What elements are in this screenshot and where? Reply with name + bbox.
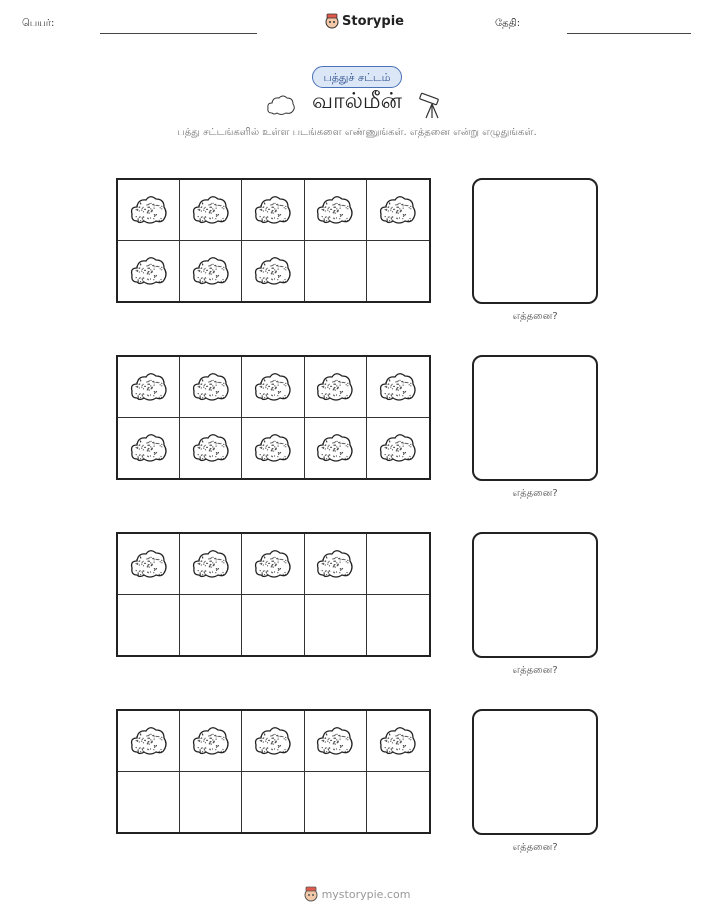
cloud-icon [191, 724, 231, 758]
ten-frame-2 [116, 355, 431, 480]
cloud-icon [315, 193, 355, 227]
ten-frame-1 [116, 178, 431, 303]
answer-label-2: எத்தனை? [512, 488, 558, 499]
cloud-icon [129, 193, 169, 227]
frame-cell [242, 595, 304, 656]
answer-label-1: எத்தனை? [512, 311, 558, 322]
frame-cell [367, 711, 429, 772]
answer-box-1[interactable] [472, 178, 598, 304]
footer [0, 886, 714, 902]
frame-cell [305, 241, 367, 302]
frame-cell [180, 418, 242, 479]
answer-box-4[interactable] [472, 709, 598, 835]
frame-cell [367, 772, 429, 833]
cloud-icon [129, 431, 169, 465]
answer-box-3[interactable] [472, 532, 598, 658]
frame-cell [367, 357, 429, 418]
frame-cell [118, 180, 180, 241]
frame-cell [118, 357, 180, 418]
frame-cell [305, 418, 367, 479]
frame-cell [305, 534, 367, 595]
frame-cell [305, 595, 367, 656]
name-label: பெயர்: [22, 18, 55, 29]
cloud-icon [253, 193, 293, 227]
cloud-icon [378, 370, 418, 404]
frame-cell [118, 595, 180, 656]
cloud-icon [378, 431, 418, 465]
cloud-icon [253, 547, 293, 581]
cloud-icon [253, 724, 293, 758]
ten-frame-3 [116, 532, 431, 657]
cloud-icon [315, 431, 355, 465]
frame-cell [180, 180, 242, 241]
telescope-icon [418, 90, 446, 120]
mascot-icon [304, 886, 318, 902]
frame-cell [242, 180, 304, 241]
frame-cell [118, 711, 180, 772]
date-line[interactable] [567, 33, 691, 34]
frame-cell [367, 241, 429, 302]
cloud-icon [191, 254, 231, 288]
page-title: வால்மீன் [312, 89, 402, 114]
answer-label-3: எத்தனை? [512, 665, 558, 676]
frame-cell [118, 772, 180, 833]
cloud-icon [191, 431, 231, 465]
frame-cell [180, 772, 242, 833]
frame-cell [242, 418, 304, 479]
cloud-icon [191, 547, 231, 581]
cloud-icon [253, 431, 293, 465]
frame-cell [305, 357, 367, 418]
frame-cell [180, 357, 242, 418]
frame-cell [242, 241, 304, 302]
cloud-icon [378, 193, 418, 227]
frame-cell [242, 534, 304, 595]
answer-box-2[interactable] [472, 355, 598, 481]
name-line[interactable] [100, 33, 257, 34]
topic-badge: பத்துச் சட்டம் [312, 66, 402, 88]
frame-cell [180, 595, 242, 656]
frame-cell [180, 711, 242, 772]
answer-label-4: எத்தனை? [512, 842, 558, 853]
cloud-icon [129, 370, 169, 404]
cloud-icon [378, 724, 418, 758]
frame-cell [305, 711, 367, 772]
frame-cell [180, 534, 242, 595]
frame-cell [305, 772, 367, 833]
storypie-logo [325, 13, 404, 29]
frame-cell [118, 418, 180, 479]
frame-cell [367, 418, 429, 479]
footer-site[interactable]: mystorypie.com [321, 887, 411, 901]
cloud-icon [266, 93, 296, 117]
frame-cell [305, 180, 367, 241]
cloud-icon [253, 370, 293, 404]
ten-frame-4 [116, 709, 431, 834]
cloud-icon [191, 193, 231, 227]
cloud-icon [315, 724, 355, 758]
instructions: பத்து சட்டங்களில் உள்ள படங்களை எண்ணுங்கள். எத்தனை என்று எழுதுங்கள். [177, 127, 537, 138]
cloud-icon [129, 547, 169, 581]
cloud-icon [129, 254, 169, 288]
frame-cell [180, 241, 242, 302]
date-label: தேதி: [495, 18, 521, 29]
frame-cell [242, 357, 304, 418]
cloud-icon [315, 547, 355, 581]
cloud-icon [253, 254, 293, 288]
cloud-icon [129, 724, 169, 758]
frame-cell [118, 534, 180, 595]
frame-cell [367, 180, 429, 241]
cloud-icon [315, 370, 355, 404]
frame-cell [242, 711, 304, 772]
mascot-icon [325, 13, 339, 29]
frame-cell [367, 534, 429, 595]
frame-cell [118, 241, 180, 302]
brand-name: Storypie [342, 13, 404, 29]
frame-cell [242, 772, 304, 833]
frame-cell [367, 595, 429, 656]
cloud-icon [191, 370, 231, 404]
